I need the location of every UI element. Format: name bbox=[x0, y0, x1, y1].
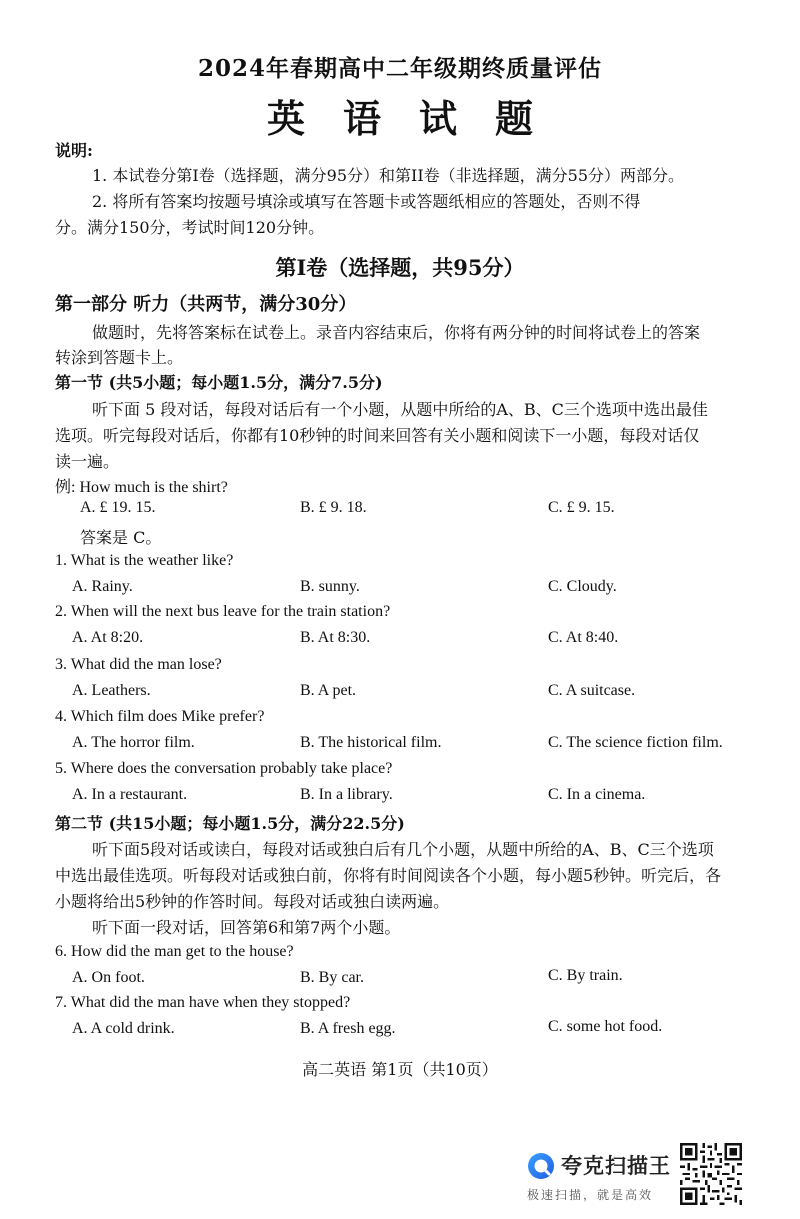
example-option-a: A. £ 19. 15. bbox=[80, 499, 156, 516]
question-4: 4. Which film does Mike prefer? bbox=[55, 708, 265, 725]
scanner-logo-icon bbox=[527, 1152, 555, 1180]
question-2-option-a: A. At 8:20. bbox=[72, 629, 144, 646]
instructions-label: 说明: bbox=[55, 141, 93, 160]
volume-title: 第I卷（选择题，共95分） bbox=[275, 255, 525, 280]
question-5-option-c: C. In a cinema. bbox=[548, 786, 646, 803]
example-option-c: C. £ 9. 15. bbox=[548, 499, 615, 516]
question-1-option-c: C. Cloudy. bbox=[548, 578, 617, 595]
question-7-option-a: A. A cold drink. bbox=[72, 1020, 175, 1037]
part-intro-line-2: 转涂到答题卡上。 bbox=[55, 348, 184, 367]
question-1: 1. What is the weather like? bbox=[55, 552, 234, 569]
example-answer: 答案是 C。 bbox=[80, 528, 162, 547]
instruction-line-1: 1. 本试卷分第I卷（选择题，满分95分）和第II卷（非选择题，满分55分）两部分。 bbox=[92, 166, 685, 185]
question-1-option-b: B. sunny. bbox=[300, 578, 360, 595]
question-4-option-c: C. The science fiction film. bbox=[548, 734, 723, 751]
question-3-option-a: A. Leathers. bbox=[72, 682, 151, 699]
question-5-option-a: A. In a restaurant. bbox=[72, 786, 188, 803]
question-2-option-c: C. At 8:40. bbox=[548, 629, 619, 646]
question-6: 6. How did the man get to the house? bbox=[55, 943, 294, 960]
example-question: 例: How much is the shirt? bbox=[55, 479, 228, 496]
question-5: 5. Where does the conversation probably take place? bbox=[55, 760, 393, 777]
question-6-option-a: A. On foot. bbox=[72, 969, 145, 986]
section-2-desc-line-1: 听下面5段对话或读白，每段对话或独白后有几个小题，从题中所给的A、B、C三个选项 bbox=[92, 840, 714, 859]
question-6-option-c: C. By train. bbox=[548, 967, 623, 984]
section-2-desc-line-3: 小题将给出5秒钟的作答时间。每段对话或独白读两遍。 bbox=[55, 892, 450, 911]
part-title: 第一部分 听力（共两节，满分30分） bbox=[55, 294, 357, 315]
instruction-line-2-cont: 分。满分150分，考试时间120分钟。 bbox=[55, 218, 325, 237]
section-2-title: 第二节 (共15小题；每小题1.5分，满分22.5分) bbox=[55, 814, 405, 833]
example-option-b: B. £ 9. 18. bbox=[300, 499, 367, 516]
question-4-option-a: A. The horror film. bbox=[72, 734, 195, 751]
scanner-brand-name: 夸克扫描王 bbox=[561, 1154, 671, 1178]
question-7-option-b: B. A fresh egg. bbox=[300, 1020, 396, 1037]
scanner-watermark bbox=[527, 1150, 677, 1206]
qr-code-icon bbox=[680, 1143, 742, 1205]
part-intro-line-1: 做题时，先将答案标在试卷上。录音内容结束后，你将有两分钟的时间将试卷上的答案 bbox=[92, 323, 701, 342]
question-7-option-c: C. some hot food. bbox=[548, 1018, 663, 1035]
question-3-option-c: C. A suitcase. bbox=[548, 682, 636, 699]
scanner-slogan: 极速扫描，就是高效 bbox=[527, 1188, 654, 1202]
section-1-title: 第一节 (共5小题；每小题1.5分，满分7.5分) bbox=[55, 373, 383, 392]
question-2: 2. When will the next bus leave for the train station? bbox=[55, 603, 391, 620]
instruction-line-2: 2. 将所有答案均按题号填涂或填写在答题卡或答题纸相应的答题处，否则不得 bbox=[92, 192, 641, 211]
question-1-option-a: A. Rainy. bbox=[72, 578, 133, 595]
section-2-desc-line-2: 中选出最佳选项。听每段对话或独白前，你将有时间阅读各个小题，每小题5秒钟。听完后，各 bbox=[55, 866, 722, 885]
question-3-option-b: B. A pet. bbox=[300, 682, 357, 699]
section-1-desc-line-3: 读一遍。 bbox=[55, 452, 120, 471]
page-footer: 高二英语 第1页（共10页） bbox=[302, 1060, 498, 1079]
question-3: 3. What did the man lose? bbox=[55, 656, 222, 673]
question-6-option-b: B. By car. bbox=[300, 969, 364, 986]
section-2-sub-instruction: 听下面一段对话，回答第6和第7两个小题。 bbox=[92, 918, 401, 937]
question-5-option-b: B. In a library. bbox=[300, 786, 393, 803]
section-1-desc-line-2: 选项。听完每段对话后，你都有10秒钟的时间来回答有关小题和阅读下一小题，每段对话仅 bbox=[55, 426, 700, 445]
question-4-option-b: B. The historical film. bbox=[300, 734, 442, 751]
subject-title: 英语试题 bbox=[266, 96, 571, 141]
question-7: 7. What did the man have when they stopped? bbox=[55, 994, 351, 1011]
section-1-desc-line-1: 听下面 5 段对话，每段对话后有一个小题，从题中所给的A、B、C三个选项中选出最佳 bbox=[92, 400, 708, 419]
exam-title: 2024年春期高中二年级期终质量评估 bbox=[197, 55, 602, 82]
question-2-option-b: B. At 8:30. bbox=[300, 629, 371, 646]
